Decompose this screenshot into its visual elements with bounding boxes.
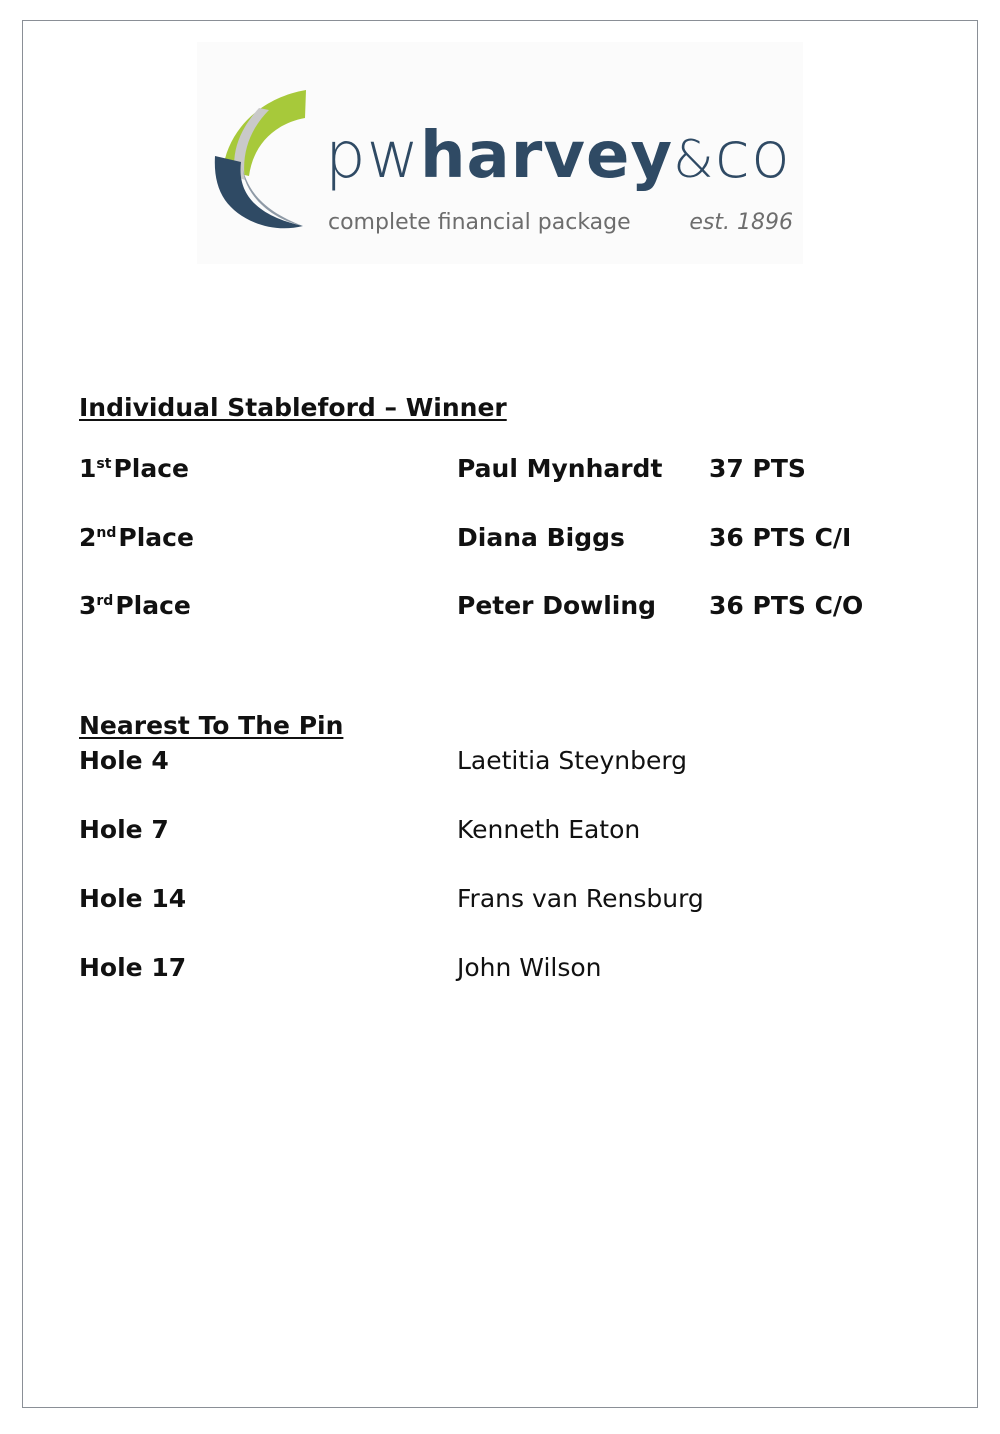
winner-score: 36 PTS C/O xyxy=(709,591,864,620)
logo-wordmark xyxy=(325,119,792,193)
company-logo xyxy=(197,42,803,264)
winner-name: Diana Biggs xyxy=(457,523,625,552)
logo-word-co: co xyxy=(714,119,792,193)
logo-word-amp: & xyxy=(673,130,715,190)
hole-label: Hole 14 xyxy=(79,884,187,913)
nearest-pin-heading: Nearest To The Pin xyxy=(79,711,344,740)
pin-winner-name: Kenneth Eaton xyxy=(457,815,641,844)
logo-tagline: complete financial package xyxy=(328,210,631,235)
logo-word-pw: pw xyxy=(325,119,420,193)
place-label: 1stPlace xyxy=(79,454,189,483)
hole-label: Hole 7 xyxy=(79,815,169,844)
pin-winner-name: Frans van Rensburg xyxy=(457,884,704,913)
logo-established: est. 1896 xyxy=(689,210,793,235)
place-label: 3rdPlace xyxy=(79,591,191,620)
pin-winner-name: Laetitia Steynberg xyxy=(457,746,688,775)
logo-word-harvey: harvey xyxy=(419,119,674,193)
hole-label: Hole 4 xyxy=(79,746,169,775)
swoosh-logo-icon xyxy=(211,84,321,234)
winner-score: 37 PTS xyxy=(709,454,806,483)
winner-score: 36 PTS C/I xyxy=(709,523,852,552)
place-label: 2ndPlace xyxy=(79,523,194,552)
hole-label: Hole 17 xyxy=(79,953,187,982)
stableford-heading: Individual Stableford – Winner xyxy=(79,393,507,422)
pin-winner-name: John Wilson xyxy=(457,953,602,982)
winner-name: Peter Dowling xyxy=(457,591,657,620)
winner-name: Paul Mynhardt xyxy=(457,454,663,483)
